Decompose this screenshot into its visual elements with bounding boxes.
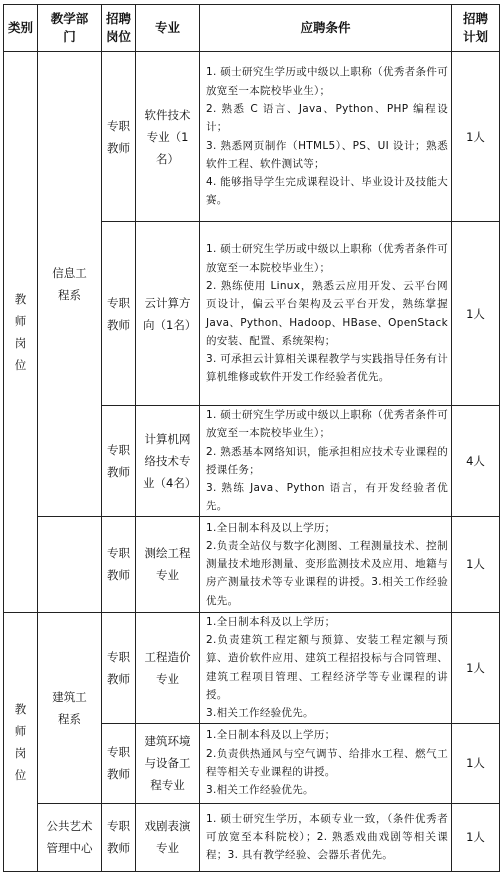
requirements-text: 1.全日制本科及以上学历； 2.负责供热通风与空气调节、给排水工程、燃气工程等相关专业课程的讲授。 3.相关工作经验优先。 bbox=[206, 729, 448, 797]
department-cell: 建筑工程系 bbox=[38, 612, 102, 803]
requirements-cell bbox=[200, 406, 452, 517]
post-cell: 专职教师 bbox=[102, 406, 136, 517]
major-cell: 计算机网络技术专业（4名） bbox=[136, 406, 200, 517]
requirements-cell bbox=[200, 803, 452, 871]
category-cell: 教师岗位 bbox=[4, 52, 38, 613]
post-cell: 专职教师 bbox=[102, 803, 136, 871]
post-cell: 专职教师 bbox=[102, 612, 136, 723]
header-major: 专业 bbox=[136, 5, 200, 52]
major-cell: 戏剧表演专业 bbox=[136, 803, 200, 871]
requirements-text: 1. 硕士研究生学历或中级以上职称（优秀者条件可放宽至一本院校毕业生）； 2. 熟悉 C 语言、Java、Python、PHP 编程设计； 3. 熟悉网页制作（HTML5）、PS、UI 设计；熟悉软件工程、软件测试等； 4. 能够指导学生完成课程设计、毕业设计及技能大赛。 bbox=[206, 66, 448, 207]
header-department: 教学部门 bbox=[38, 5, 102, 52]
plan-cell: 1人 bbox=[452, 516, 500, 612]
recruitment-table bbox=[3, 4, 500, 872]
requirements-cell bbox=[200, 222, 452, 406]
plan-cell: 1人 bbox=[452, 52, 500, 222]
requirements-cell bbox=[200, 52, 452, 222]
header-row bbox=[4, 5, 500, 52]
plan-cell: 4人 bbox=[452, 406, 500, 517]
plan-cell: 1人 bbox=[452, 222, 500, 406]
requirements-cell bbox=[200, 516, 452, 612]
major-cell: 软件技术专业（1名） bbox=[136, 52, 200, 222]
post-cell: 专职教师 bbox=[102, 723, 136, 803]
department-cell-empty bbox=[38, 516, 102, 612]
table-row bbox=[4, 52, 500, 222]
requirements-text: 1.全日制本科及以上学历； 2.负责建筑工程定额与预算、安装工程定额与预算、造价软件应用、建筑工程招投标与合同管理、建筑工程项目管理、工程经济学等专业课程的讲授。 3.相关工作经验优先。 bbox=[206, 615, 448, 720]
department-cell: 信息工程系 bbox=[38, 52, 102, 517]
plan-cell: 1人 bbox=[452, 612, 500, 723]
requirements-cell bbox=[200, 723, 452, 803]
post-cell: 专职教师 bbox=[102, 516, 136, 612]
major-cell: 云计算方向（1名） bbox=[136, 222, 200, 406]
header-requirements: 应聘条件 bbox=[200, 5, 452, 52]
major-cell: 建筑环境与设备工程专业 bbox=[136, 723, 200, 803]
requirements-text: 1.全日制本科及以上学历； 2.负责全站仪与数字化测图、工程测量技术、控制测量技术地形测量、变形监测技术及应用、地籍与房产测量技术等专业课程的讲授。3.相关工作经验优先。 bbox=[206, 521, 448, 607]
requirements-cell bbox=[200, 612, 452, 723]
requirements-text: 1. 硕士研究生学历或中级以上职称（优秀者条件可放宽至一本院校毕业生）； 2. 熟练使用 Linux，熟悉云应用开发、云平台网页设计，偏云平台架构及云平台开发，熟练掌握 Java、Python、Hadoop、HBase、OpenStack 的安装、配置、系统架构； 3. 可承担云计算相关课程教学与实践指导任务有计算机维修或软件开发工作经验者优先。 bbox=[206, 243, 448, 384]
post-cell: 专职教师 bbox=[102, 222, 136, 406]
header-plan: 招聘计划 bbox=[452, 5, 500, 52]
table-row bbox=[4, 612, 500, 723]
requirements-text: 1. 硕士研究生学历或中级以上职称（优秀者条件可放宽至一本院校毕业生）； 2. 熟悉基本网络知识，能承担相应技术专业课程的授课任务； 3. 熟练 Java、Python 语言，有开发经验者优先。 bbox=[206, 409, 448, 513]
major-cell: 测绘工程专业 bbox=[136, 516, 200, 612]
table-row bbox=[4, 516, 500, 612]
requirements-text: 1. 硕士研究生学历，本硕专业一致，（条件优秀者可放宽至本科院校）；2. 熟悉戏曲戏剧等相关课程；3. 具有教学经验、会器乐者优先。 bbox=[206, 812, 448, 862]
category-cell: 教师岗位 bbox=[4, 612, 38, 871]
post-cell: 专职教师 bbox=[102, 52, 136, 222]
plan-cell: 1人 bbox=[452, 803, 500, 871]
plan-cell: 1人 bbox=[452, 723, 500, 803]
header-category: 类别 bbox=[4, 5, 38, 52]
department-cell: 公共艺术管理中心 bbox=[38, 803, 102, 871]
header-post: 招聘岗位 bbox=[102, 5, 136, 52]
major-cell: 工程造价专业 bbox=[136, 612, 200, 723]
table-row bbox=[4, 803, 500, 871]
